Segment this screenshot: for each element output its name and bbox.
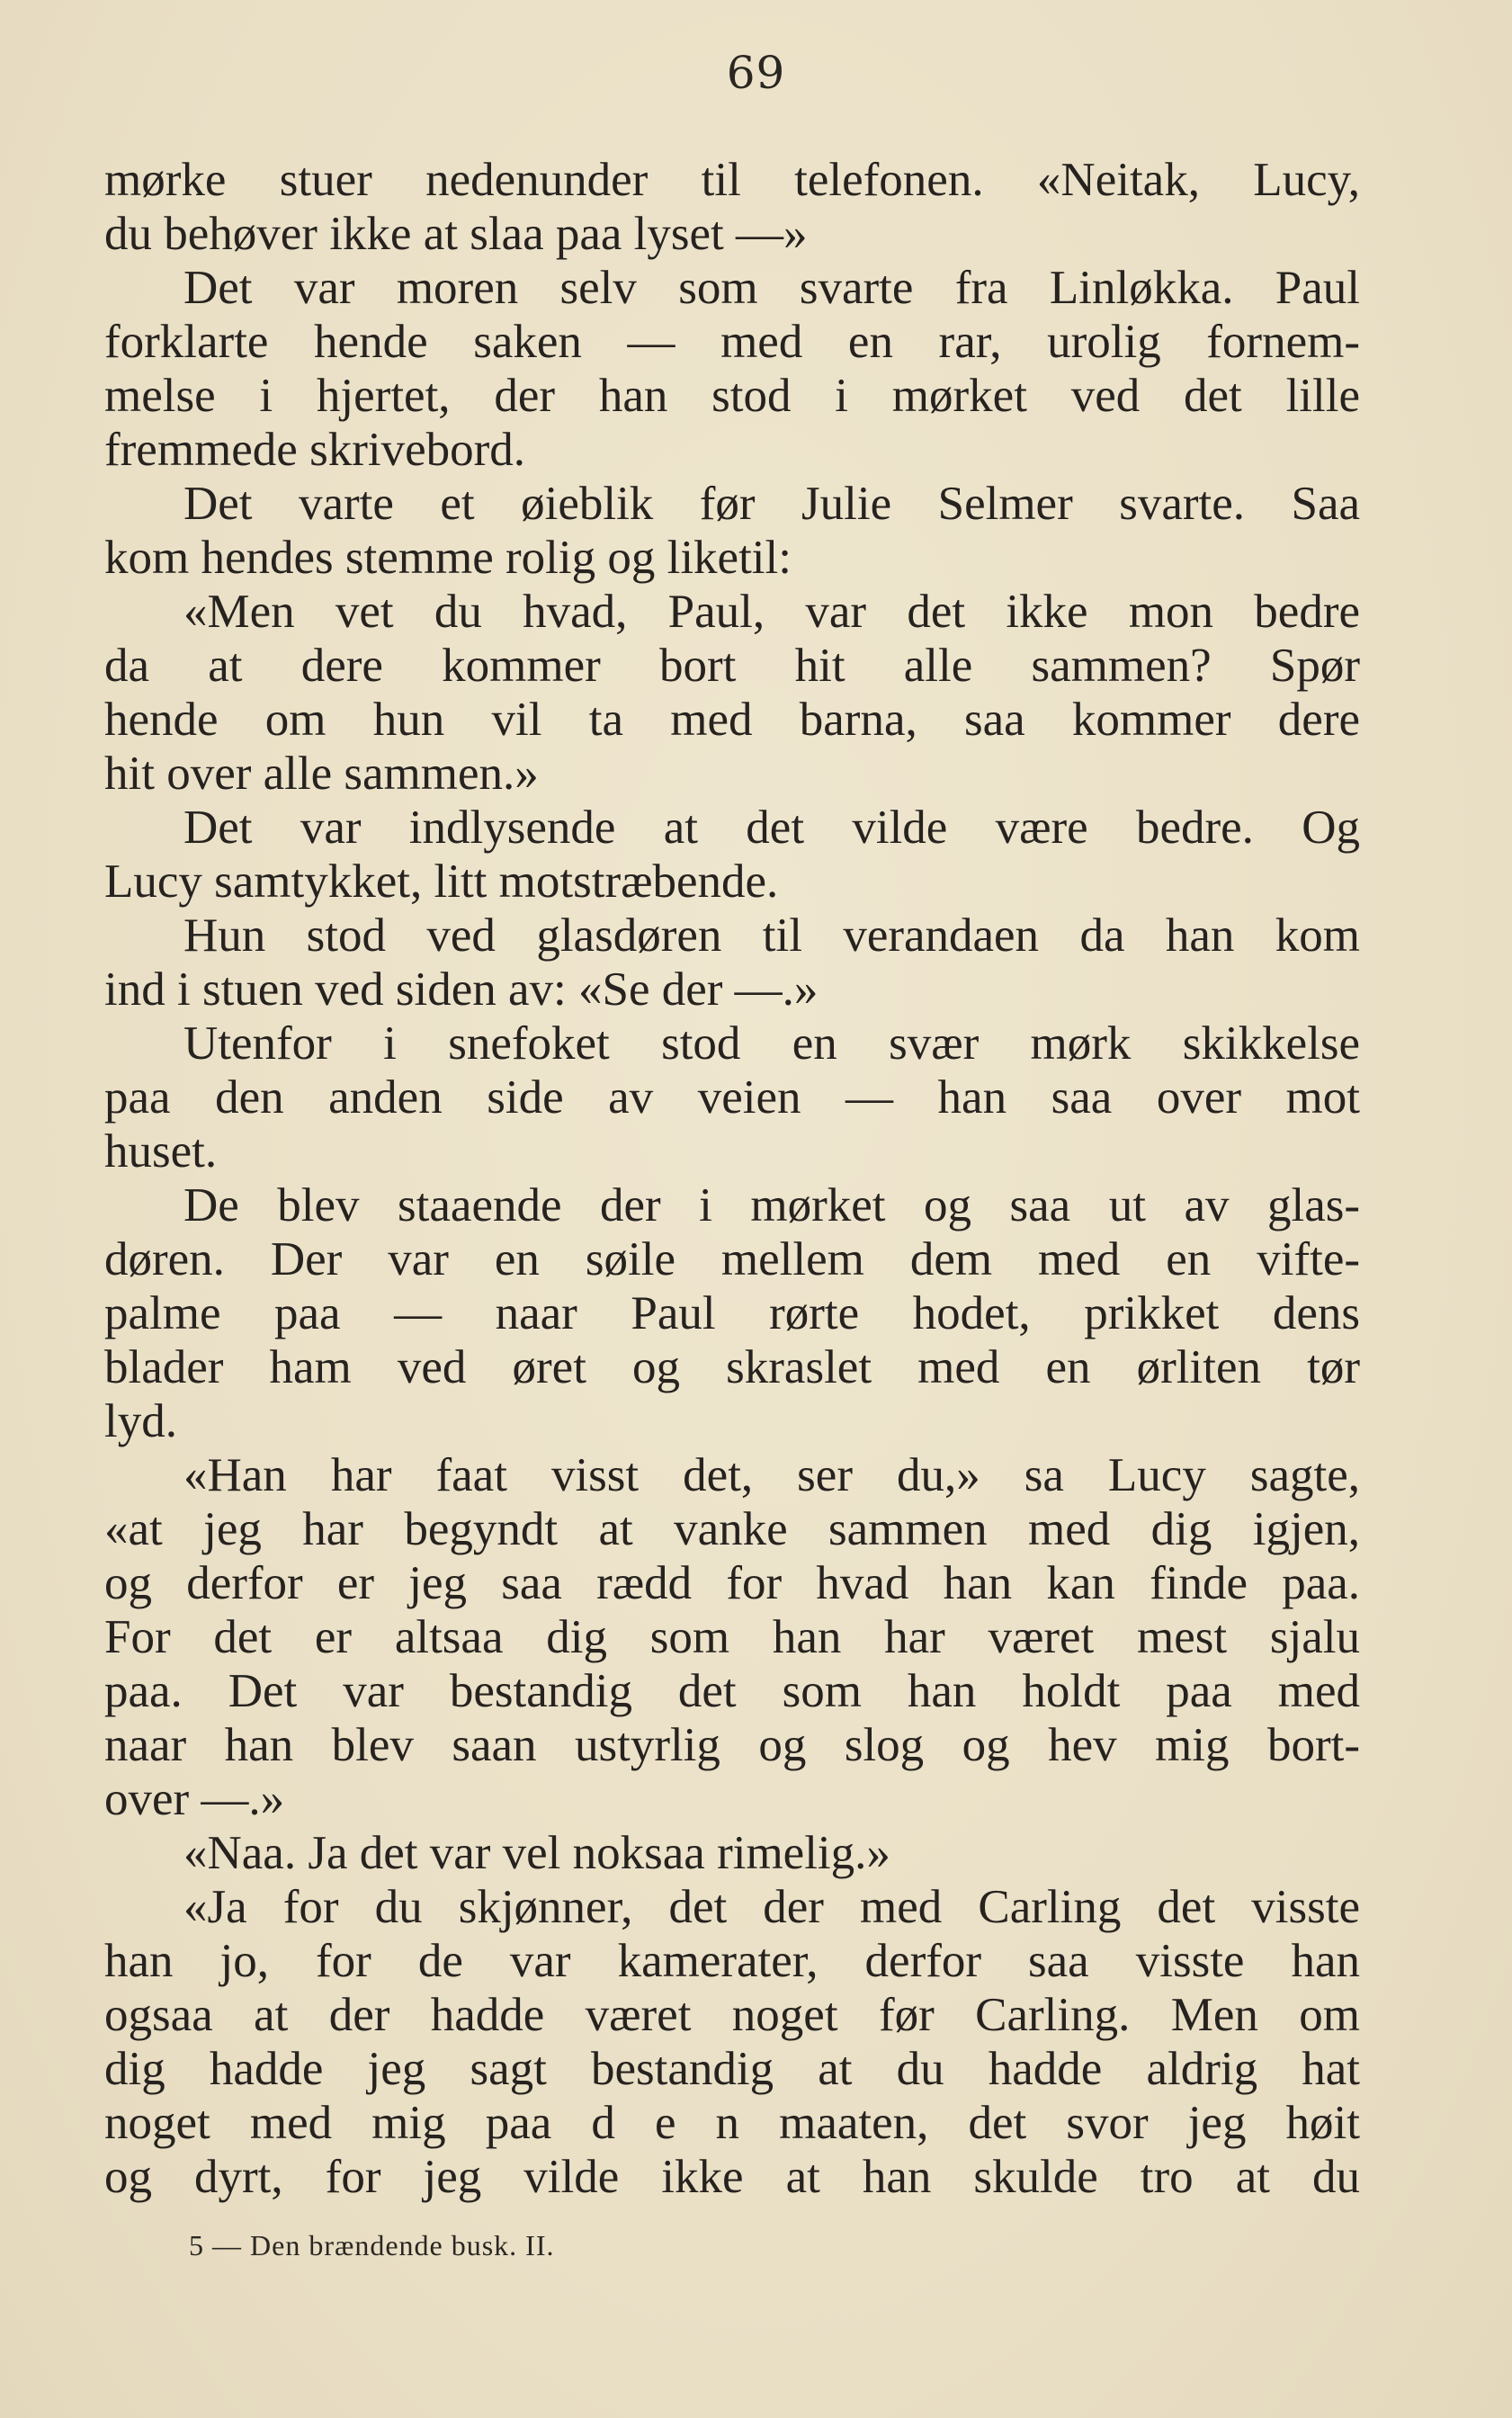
text-line: paa. Det var bestandig det som han holdt paa med	[104, 1665, 1360, 1717]
text-line: paa den anden side av veien — han saa over mot	[104, 1071, 1360, 1124]
text-line: kom hendes stemme rolig og liketil:	[104, 532, 792, 584]
text-line: palme paa — naar Paul rørte hodet, prikket dens	[104, 1287, 1360, 1339]
text-line: Utenfor i snefoket stod en svær mørk skikkelse	[183, 1017, 1360, 1070]
text-line: ogsaa at der hadde været noget før Carling. Men om	[104, 1989, 1360, 2041]
text-line: «Ja for du skjønner, det der med Carling det visste	[183, 1881, 1360, 1933]
text-line: hende om hun vil ta med barna, saa kommer dere	[104, 694, 1360, 746]
text-line: og dyrt, for jeg vilde ikke at han skulde tro at du	[104, 2151, 1360, 2203]
text-line: blader ham ved øret og skraslet med en ørliten tør	[104, 1341, 1360, 1393]
page-number: 69	[726, 47, 786, 99]
text-line: «Naa. Ja det var vel noksaa rimelig.»	[183, 1827, 890, 1879]
text-line: lyd.	[104, 1395, 177, 1447]
page-footer: 5 — Den brændende busk. II.	[189, 2229, 555, 2261]
text-line: han jo, for de var kamerater, derfor saa visste han	[104, 1935, 1360, 1987]
text-line: mørke stuer nedenunder til telefonen. «Neitak, Lucy,	[104, 154, 1360, 206]
text-line: naar han blev saan ustyrlig og slog og hev mig bort-	[104, 1719, 1360, 1771]
text-line: «Han har faat visst det, ser du,» sa Lucy sagte,	[183, 1449, 1360, 1501]
text-line: huset.	[104, 1125, 218, 1178]
text-line: Lucy samtykket, litt motstræbende.	[104, 855, 779, 908]
text-line: ind i stuen ved siden av: «Se der —.»	[104, 963, 819, 1016]
text-line: forklarte hende saken — med en rar, urolig fornem-	[104, 316, 1360, 368]
text-line: Det var indlysende at det vilde være bedre. Og	[183, 802, 1360, 854]
text-line: melse i hjertet, der han stod i mørket ved det lille	[104, 370, 1360, 422]
text-line: da at dere kommer bort hit alle sammen? Spør	[104, 640, 1360, 692]
text-line: fremmede skrivebord.	[104, 424, 525, 476]
text-line: Det varte et øieblik før Julie Selmer svarte. Saa	[183, 478, 1360, 530]
text-line: noget med mig paa d e n maaten, det svor jeg høit	[104, 2097, 1360, 2149]
text-line: og derfor er jeg saa rædd for hvad han kan finde paa.	[104, 1557, 1360, 1609]
text-line: Det var moren selv som svarte fra Linløkka. Paul	[183, 262, 1360, 314]
text-line: døren. Der var en søile mellem dem med en vifte-	[104, 1233, 1360, 1285]
text-line: dig hadde jeg sagt bestandig at du hadde aldrig hat	[104, 2043, 1360, 2095]
text-line: Hun stod ved glasdøren til verandaen da han kom	[183, 909, 1360, 962]
text-line: For det er altsaa dig som han har været mest sjalu	[104, 1611, 1360, 1663]
text-line: over —.»	[104, 1773, 285, 1825]
text-line: du behøver ikke at slaa paa lyset —»	[104, 208, 808, 260]
text-line: «at jeg har begyndt at vanke sammen med dig igjen,	[104, 1503, 1360, 1555]
text-line: De blev staaende der i mørket og saa ut av glas-	[183, 1179, 1360, 1231]
text-line: «Men vet du hvad, Paul, var det ikke mon bedre	[183, 586, 1360, 638]
body-text	[104, 153, 1360, 2204]
text-line: hit over alle sammen.»	[104, 748, 539, 800]
